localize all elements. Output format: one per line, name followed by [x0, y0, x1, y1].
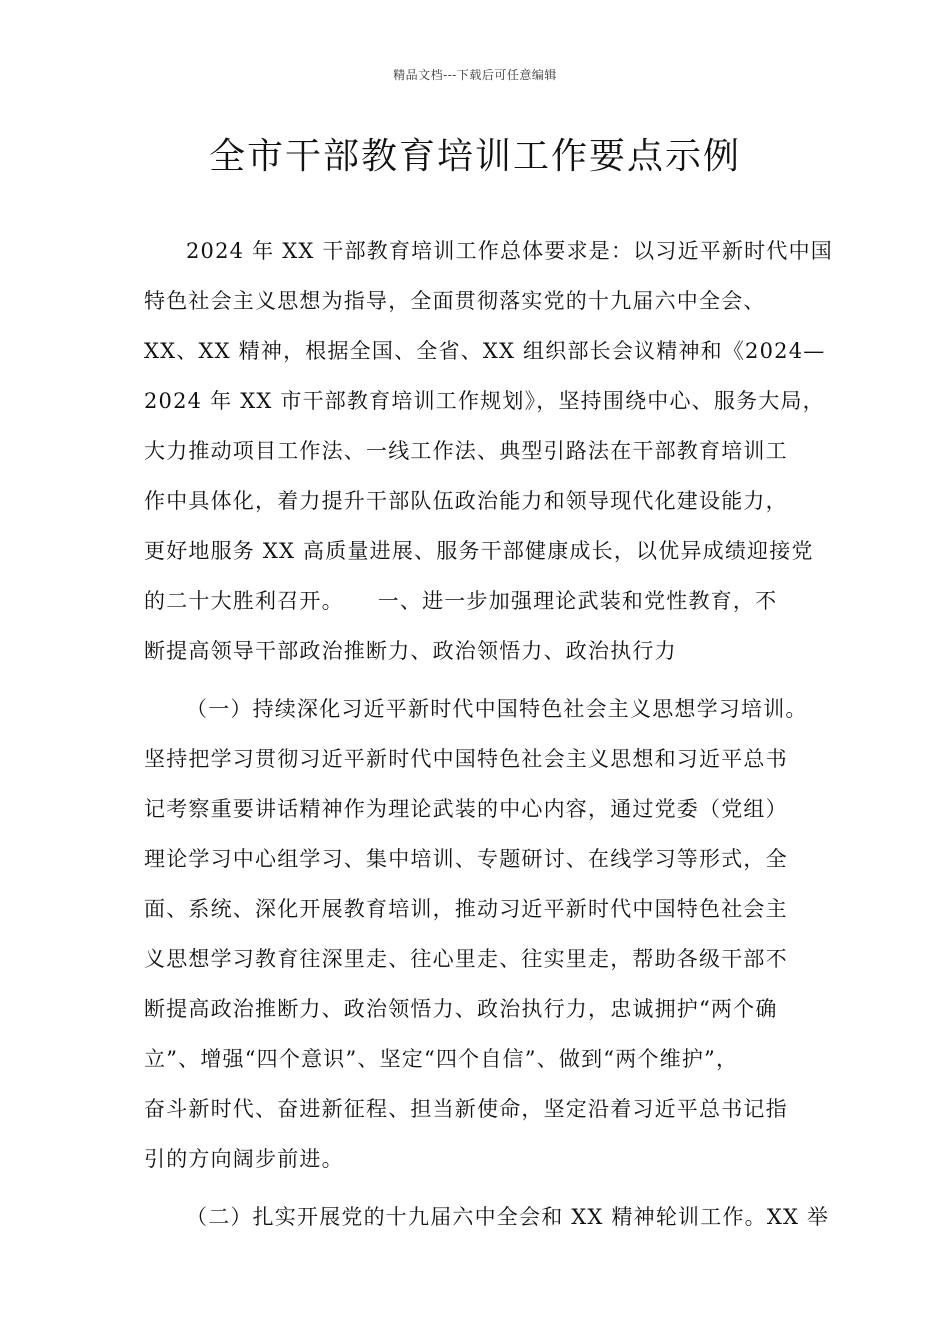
- text-line: （二）扎实开展党的十九届六中全会和 XX 精神轮训工作。XX 举: [186, 1205, 830, 1229]
- text-line: 的二十大胜利召开。 一、进一步加强理论武装和党性教育，不: [144, 589, 778, 613]
- paragraph-section-two: [144, 1192, 830, 1242]
- text-line: 更好地服务 XX 高质量进展、服务干部健康成长，以优异成绩迎接党: [144, 539, 814, 563]
- text-line: 断提高领导干部政治推断力、政治领悟力、政治执行力: [144, 639, 677, 663]
- text-line: 引的方向阔步前进。: [144, 1147, 344, 1171]
- text-line: 面、系统、深化开展教育培训，推动习近平新时代中国特色社会主: [144, 897, 788, 921]
- text-line: 义思想学习教育往深里走、往心里走、往实里走，帮助各级干部不: [144, 947, 788, 971]
- paragraph-gap: [144, 676, 824, 684]
- text-line: 奋斗新时代、奋进新征程、担当新使命，坚定沿着习近平总书记指: [144, 1097, 788, 1121]
- text-line: （一）持续深化习近平新时代中国特色社会主义思想学习培训。: [186, 697, 808, 721]
- header-note: 精品文档---下载后可任意编辑: [393, 68, 557, 82]
- paragraph-overall-requirements: [144, 226, 833, 676]
- document-body: [144, 226, 833, 1242]
- text-line: 理论学习中心组学习、集中培训、专题研讨、在线学习等形式，全: [144, 847, 788, 871]
- text-line: 断提高政治推断力、政治领悟力、政治执行力，忠诚拥护“两个确: [144, 997, 778, 1021]
- paragraph-gap: [144, 1184, 824, 1192]
- text-line: 2024 年 XX 市干部教育培训工作规划》，坚持围绕中心、服务大局，: [144, 389, 825, 413]
- text-line: 特色社会主义思想为指导，全面贯彻落实党的十九届六中全会、: [144, 289, 766, 313]
- paragraph-section-one: [144, 684, 824, 1184]
- text-line: 坚持把学习贯彻习近平新时代中国特色社会主义思想和习近平总书: [144, 747, 788, 771]
- text-line: XX、XX 精神，根据全国、全省、XX 组织部长会议精神和《2024—: [144, 339, 826, 363]
- document-title: 全市干部教育培训工作要点示例: [208, 136, 741, 177]
- text-line: 立”、增强“四个意识”、坚定“四个自信”、做到“两个维护”，: [144, 1047, 739, 1071]
- text-line: 作中具体化，着力提升干部队伍政治能力和领导现代化建设能力，: [144, 489, 788, 513]
- text-line: 2024 年 XX 干部教育培训工作总体要求是：以习近平新时代中国: [186, 239, 833, 263]
- text-line: 记考察重要讲话精神作为理论武装的中心内容，通过党委（党组）: [144, 797, 788, 821]
- text-line: 大力推动项目工作法、一线工作法、典型引路法在干部教育培训工: [144, 439, 788, 463]
